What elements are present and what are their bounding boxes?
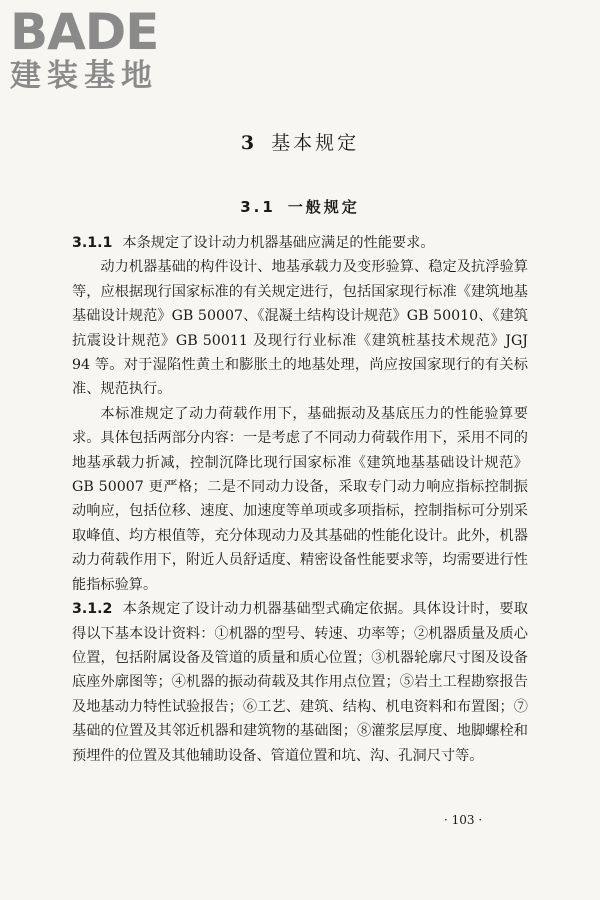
document-body <box>72 231 528 768</box>
chapter-heading <box>0 128 600 155</box>
clause-number: 3.1.1 <box>72 235 113 251</box>
clause-number: 3.1.2 <box>72 601 113 618</box>
clause-lead <box>72 231 528 255</box>
watermark-brand: BADE <box>10 3 159 61</box>
watermark-subtitle: 建装基地 <box>10 58 158 94</box>
section-heading <box>0 196 600 217</box>
chapter-title: 基本规定 <box>271 132 360 154</box>
body-paragraph: 本标准规定了动力荷载作用下，基础振动及基底压力的性能验算要求。具体包括两部分内容：一是考虑了不同动力荷载作用下，采用不同的地基承载力折减，控制沉降比现行国家标准《建筑地基基础设计规范》GB 50007 更严格；二是不同动力设备，采取专门动力响应指标控制振动响应，包括位移、速度、加速度等单项或多项指标，控制指标可分别采取峰值、均方根值等，充分体现动力及其基础的性能化设计。此外，机器动力荷载作用下，附近人员舒适度、精密设备性能要求等，均需要进行性能指标验算。 <box>72 405 528 593</box>
section-title: 一般规定 <box>287 198 360 216</box>
clause-lead <box>72 597 528 768</box>
section-number: 3.1 <box>240 198 276 216</box>
body-paragraph: 动力机器基础的构件设计、地基承载力及变形验算、稳定及抗浮验算等，应根据现行国家标准的有关规定进行，包括国家现行标准《建筑地基基础设计规范》GB 50007、《混凝土结构设计规范》GB 50010、《建筑抗震设计规范》GB 50011 及现行行业标准《建筑桩基技术规范》JGJ 94 等。对于湿陷性黄土和膨胀土的地基处理，尚应按国家现行的有关标准、规范执行。 <box>72 259 528 398</box>
clause-lead-text: 本条规定了设计动力机器基础应满足的性能要求。 <box>122 235 435 251</box>
chapter-number: 3 <box>240 132 258 154</box>
watermark-logo <box>10 3 180 94</box>
page-number: · 103 · <box>444 813 483 827</box>
clause-lead-text: 本条规定了设计动力机器基础型式确定依据。具体设计时，要取得以下基本设计资料：①机器的型号、转速、功率等；②机器质量及质心位置，包括附属设备及管道的质量和质心位置；③机器轮廓尺寸图及设备底座外廓图等；④机器的振动荷载及其作用点位置；⑤岩土工程勘察报告及地基动力特性试验报告；⑥工艺、建筑、结构、机电资料和布置图；⑦基础的位置及其邻近机器和建筑物的基础图；⑧灌浆层厚度、地脚螺栓和预埋件的位置及其他辅助设备、管道位置和坑、沟、孔洞尺寸等。 <box>72 601 528 764</box>
